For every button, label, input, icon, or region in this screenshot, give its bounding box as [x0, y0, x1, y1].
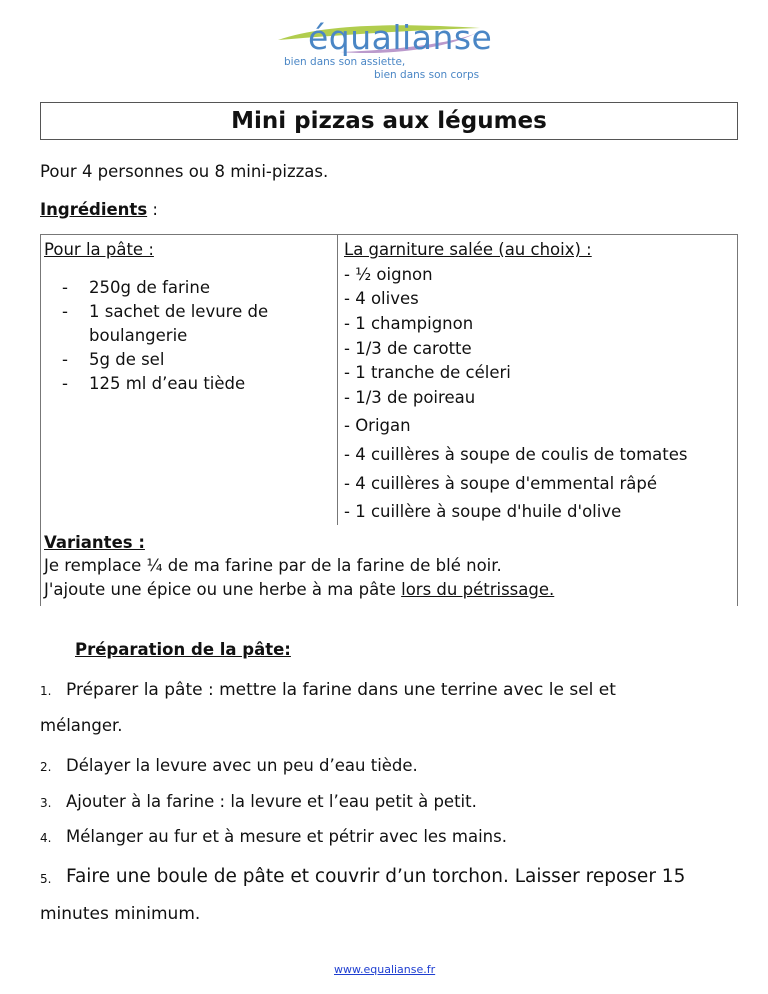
topping-heading: La garniture salée (au choix) : [344, 240, 592, 259]
equalianse-logo [270, 8, 493, 81]
variants-heading: Variantes : [44, 533, 145, 552]
step-text: Mélanger au fur et à mesure et pétrir avec les mains. [66, 827, 507, 846]
topping-item: - 1 tranche de céleri [344, 363, 511, 382]
recipe-title: Mini pizzas aux légumes [231, 108, 547, 134]
step-text: Faire une boule de pâte et couvrir d’un torchon. Laisser reposer 15 [66, 866, 686, 887]
ingredients-label: Ingrédients [40, 200, 148, 219]
dough-item: - 5g de sel [44, 348, 294, 372]
logo-tagline-2: bien dans son corps [374, 69, 480, 81]
topping-item: - 1/3 de carotte [344, 339, 472, 358]
step-text-continued: mélanger. [40, 716, 123, 735]
dough-list [44, 276, 294, 396]
topping-item: - 4 cuillères à soupe d'emmental râpé [344, 474, 658, 493]
step-text-continued: minutes minimum. [40, 904, 201, 924]
recipe-title-box [40, 102, 738, 140]
servings-text: Pour 4 personnes ou 8 mini-pizzas. [40, 162, 329, 181]
website-link[interactable]: www.equalianse.fr [334, 963, 436, 976]
variant-line-2 [44, 580, 554, 599]
dough-item: - 1 sachet de levure de boulangerie [44, 300, 294, 348]
topping-item: - 1 champignon [344, 314, 474, 333]
topping-item: - 1/3 de poireau [344, 388, 476, 407]
logo-tagline-1: bien dans son assiette, [284, 56, 406, 68]
step-number: 3. [40, 796, 52, 810]
column-divider [337, 235, 338, 525]
step-number: 4. [40, 831, 52, 845]
dough-heading: Pour la pâte : [44, 240, 154, 259]
variant-line-2-text: J'ajoute une épice ou une herbe à ma pâte [44, 580, 402, 599]
dough-item: - 250g de farine [44, 276, 294, 300]
ingredients-colon: : [147, 200, 158, 219]
step-text: Délayer la levure avec un peu d’eau tiède. [66, 756, 418, 775]
topping-item: - 1 cuillère à soupe d'huile d'olive [344, 502, 622, 521]
topping-item: - 4 olives [344, 289, 419, 308]
topping-item: - Origan [344, 416, 411, 435]
step-text: Préparer la pâte : mettre la farine dans une terrine avec le sel et [66, 680, 616, 700]
step-number: 1. [40, 684, 52, 698]
variant-line-2-underlined: lors du pétrissage. [401, 580, 555, 599]
dough-item: - 125 ml d’eau tiède [44, 372, 294, 396]
step-text: Ajouter à la farine : la levure et l’eau petit à petit. [66, 792, 477, 811]
variant-line-1: Je remplace ¼ de ma farine par de la farine de blé noir. [44, 556, 502, 575]
topping-item: - ½ oignon [344, 265, 433, 284]
step-number: 5. [40, 872, 52, 886]
ingredients-heading [40, 200, 158, 219]
preparation-heading: Préparation de la pâte: [75, 640, 291, 659]
logo-wordmark: équalianse [308, 18, 493, 57]
step-number: 2. [40, 760, 52, 774]
topping-item: - 4 cuillères à soupe de coulis de tomates [344, 445, 688, 464]
